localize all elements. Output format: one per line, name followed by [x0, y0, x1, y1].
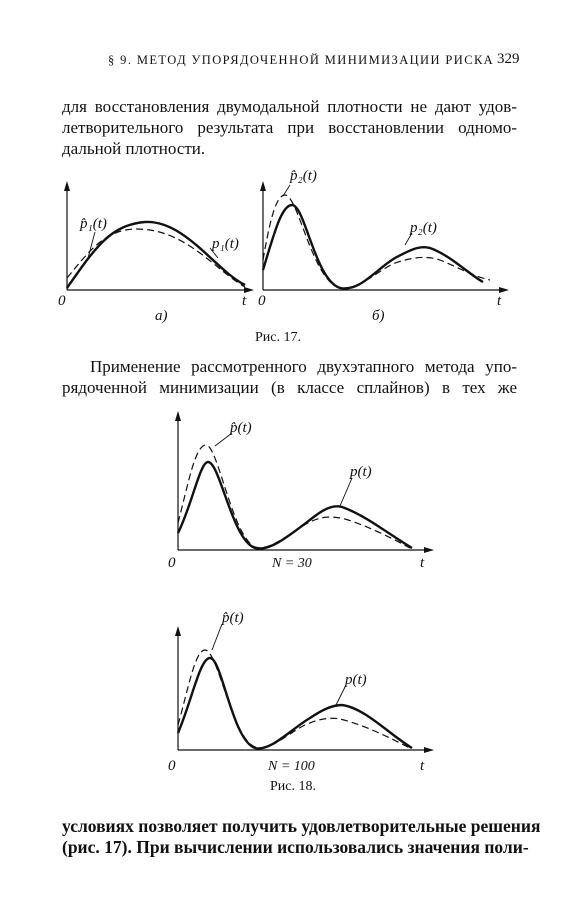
estimate-label: p̂(t): [230, 420, 252, 436]
y-axis-arrow: [175, 626, 181, 636]
paragraph-1-line: летворительного результата при восстановлении одномо-: [62, 118, 517, 137]
axis-label: t: [242, 293, 247, 309]
origin-label: 0: [58, 293, 66, 309]
x-axis-arrow: [424, 547, 434, 553]
true-density-curve: [178, 462, 412, 549]
axis-label: t: [497, 293, 502, 309]
paragraph-2-line: рядоченной минимизации (в классе сплайнов) в тех же: [62, 378, 517, 397]
panel-label: а): [155, 308, 168, 324]
true-leader: [336, 685, 346, 705]
x-axis-arrow: [424, 747, 434, 753]
axis-label: t: [420, 758, 425, 774]
true-density-curve: [178, 658, 412, 748]
panel-label: б): [372, 308, 385, 324]
paragraph-1-line: для восстановления двумодальной плотности не дают удов-: [62, 97, 517, 116]
origin-label: 0: [168, 758, 176, 774]
true-label: p₂(t): [410, 220, 437, 236]
estimate-label: p̂₂(t): [290, 168, 317, 184]
origin-label: 0: [168, 555, 176, 571]
estimate-label: p̂(t): [222, 610, 244, 626]
y-axis-arrow: [175, 411, 181, 421]
paragraph-3-line: условиях позволяет получить удовлетворительные решения: [62, 816, 541, 836]
sample-size-label: N = 30: [272, 556, 312, 571]
page-number: 329: [497, 51, 520, 67]
paragraph-3: [62, 816, 541, 858]
figure-18-top: [168, 411, 434, 571]
running-title: § 9. МЕТОД УПОРЯДОЧЕННОЙ МИНИМИЗАЦИИ РИСКА: [108, 53, 495, 67]
true-label: p₁(t): [212, 236, 239, 252]
estimated-density-curve: [178, 650, 410, 748]
estimate-label: p̂₁(t): [80, 216, 107, 232]
sample-size-label: N = 100: [268, 759, 315, 774]
paragraph-2-line: Применение рассмотренного двухэтапного метода упо-: [90, 357, 517, 376]
estimate-leader: [212, 624, 222, 650]
paragraph-1-line: дальной плотности.: [62, 139, 206, 158]
figure-17-caption: Рис. 17.: [255, 330, 301, 345]
axis-label: t: [420, 555, 425, 571]
true-leader: [340, 478, 352, 506]
true-label: p(t): [345, 672, 367, 688]
origin-label: 0: [258, 293, 266, 309]
true-label: p(t): [350, 464, 372, 480]
figure-18-bottom: [168, 610, 434, 774]
figure-18-caption: Рис. 18.: [270, 779, 316, 794]
paragraph-3-line: (рис. 17). При вычислении использовались значения поли-: [62, 837, 529, 857]
